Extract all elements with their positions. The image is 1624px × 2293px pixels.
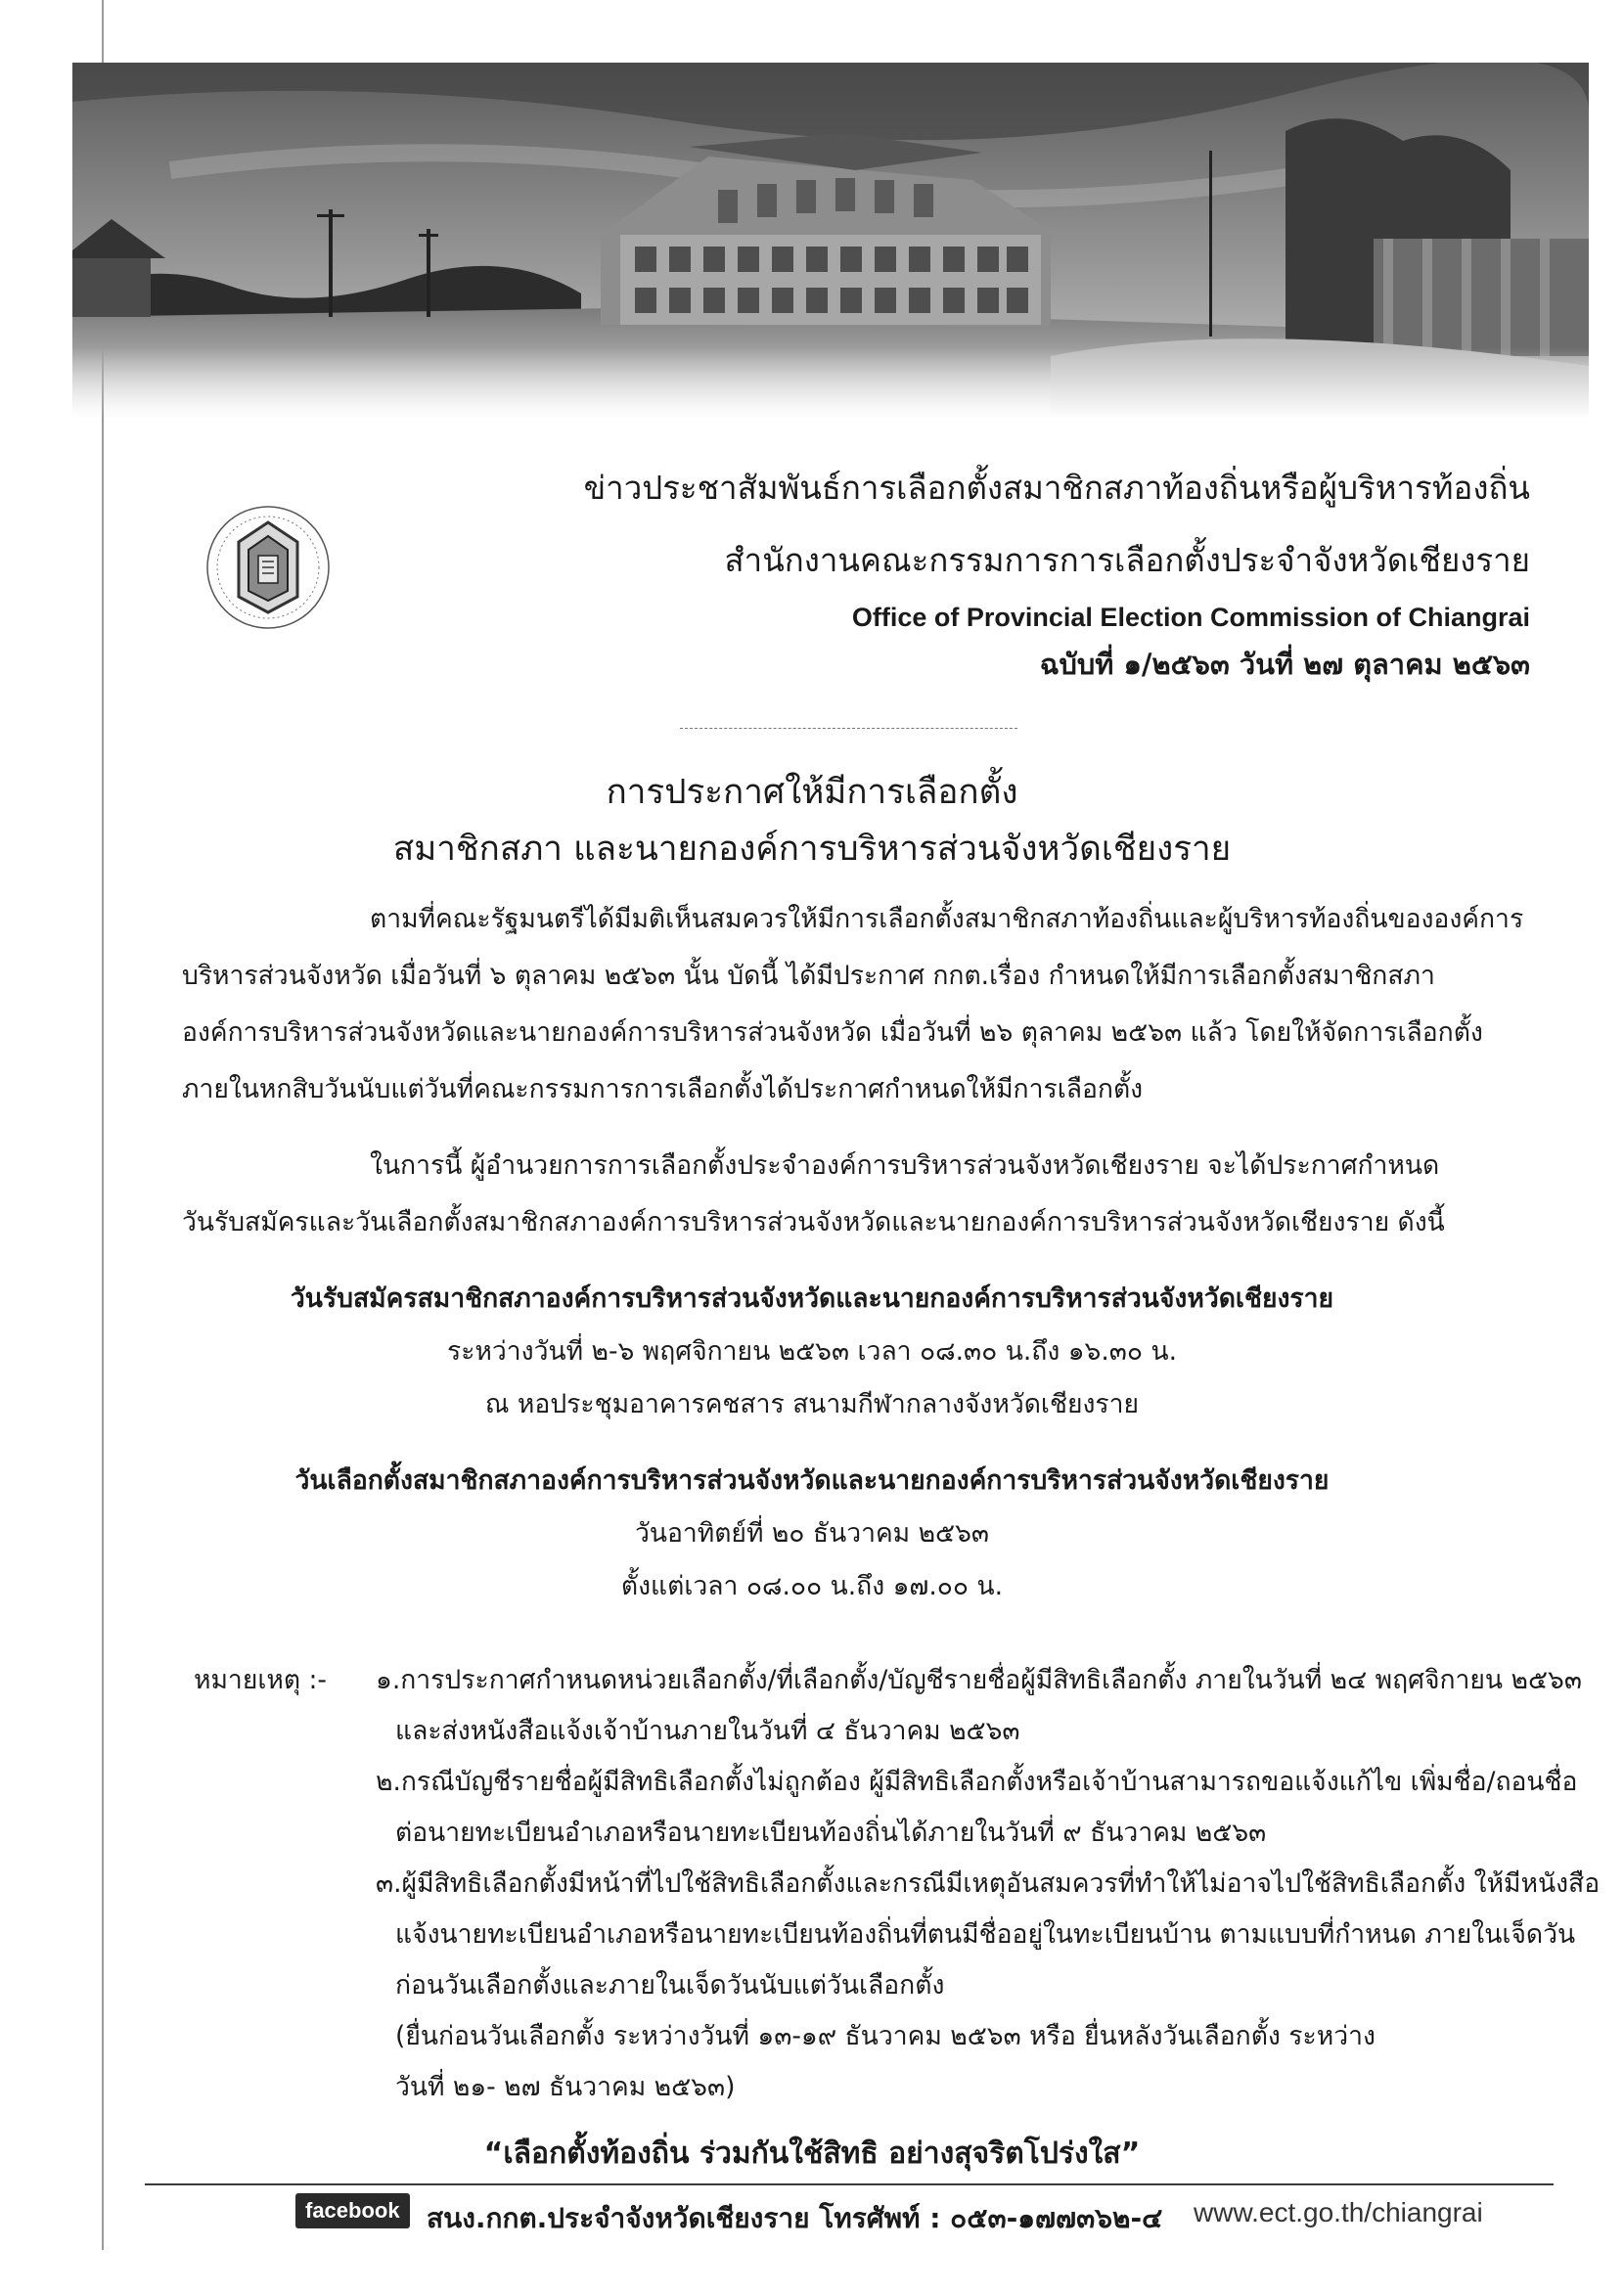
note-line: ๑.การประกาศกำหนดหน่วยเลือกตั้ง/ที่เลือกตั้ง/บัญชีรายชื่อผู้มีสิทธิเลือกตั้ง ภายในวันที่ ๒๔ พฤศจิกายน ๒๕๖๓: [376, 1665, 1582, 1695]
note-line: แจ้งนายทะเบียนอำเภอหรือนายทะเบียนท้องถิ่นที่ตนมีชื่ออยู่ในทะเบียนบ้าน ตามแบบที่กำหนด ภายในเจ็ดวัน: [395, 1919, 1576, 1950]
paragraph1-line: องค์การบริหารส่วนจังหวัดและนายกองค์การบริหารส่วนจังหวัด เมื่อวันที่ ๒๖ ตุลาคม ๒๕๖๓ แล้ว โดยให้จัดการเลือกตั้ง: [182, 1017, 1483, 1048]
note-line: ต่อนายทะเบียนอำเภอหรือนายทะเบียนท้องถิ่นได้ภายในวันที่ ๙ ธันวาคม ๒๕๖๓: [395, 1818, 1267, 1848]
paragraph2-line: วันรับสมัครและวันเลือกตั้งสมาชิกสภาองค์การบริหารส่วนจังหวัดและนายกองค์การบริหารส่วนจังหวัดเชียงราย ดังนี้: [182, 1207, 1445, 1237]
note-line: วันที่ ๒๑- ๒๗ ธันวาคม ๒๕๖๓): [395, 2072, 736, 2102]
header-banner-photo: [72, 63, 1589, 419]
note-line: และส่งหนังสือแจ้งเจ้าบ้านภายในวันที่ ๔ ธันวาคม ๒๕๖๓: [395, 1716, 1020, 1746]
registration-period: ระหว่างวันที่ ๒-๖ พฤศจิกายน ๒๕๖๓ เวลา ๐๘.๓๐ น.ถึง ๑๖.๓๐ น.: [446, 1336, 1178, 1367]
election-date: วันอาทิตย์ที่ ๒๐ ธันวาคม ๒๕๖๓: [634, 1518, 990, 1549]
note-line: (ยื่นก่อนวันเลือกตั้ง ระหว่างวันที่ ๑๓-๑๙ ธันวาคม ๒๕๖๓ หรือ ยื่นหลังวันเลือกตั้ง ระหว่าง: [395, 2021, 1376, 2051]
election-heading: วันเลือกตั้งสมาชิกสภาองค์การบริหารส่วนจังหวัดและนายกองค์การบริหารส่วนจังหวัดเชียงราย: [294, 1465, 1330, 1496]
campaign-slogan: “เลือกตั้งท้องถิ่น ร่วมกันใช้สิทธิ อย่างสุจริตโปร่งใส”: [483, 2136, 1141, 2171]
footer-office-phone: สนง.กกต.ประจำจังหวัดเชียงราย โทรศัพท์ : ๐๕๓-๑๗๗๓๖๒-๔: [427, 2202, 1163, 2234]
dashed-divider: [680, 728, 1017, 729]
announcement-title-line1: การประกาศให้มีการเลือกตั้ง: [606, 773, 1018, 812]
press-release-title: ข่าวประชาสัมพันธ์การเลือกตั้งสมาชิกสภาท้องถิ่นหรือผู้บริหารท้องถิ่น: [583, 469, 1530, 507]
office-name-thai: สำนักงานคณะกรรมการการเลือกตั้งประจำจังหวัดเชียงราย: [724, 541, 1530, 579]
registration-location: ณ หอประชุมอาคารคชสาร สนามกีฬากลางจังหวัดเชียงราย: [484, 1389, 1140, 1419]
paragraph1-line: บริหารส่วนจังหวัด เมื่อวันที่ ๖ ตุลาคม ๒๕๖๓ นั้น บัดนี้ ได้มีประกาศ กกต.เรื่อง กำหนดให้มีการเลือกตั้งสมาชิกสภา: [182, 961, 1435, 991]
announcement-title-line2: สมาชิกสภา และนายกองค์การบริหารส่วนจังหวัดเชียงราย: [392, 830, 1232, 869]
election-commission-seal-logo: [203, 503, 333, 632]
footer-website-link[interactable]: www.ect.go.th/chiangrai: [1194, 2197, 1483, 2227]
notes-label: หมายเหตุ :-: [194, 1665, 327, 1695]
facebook-badge[interactable]: facebook: [295, 2193, 410, 2228]
paragraph1-line: ภายในหกสิบวันนับแต่วันที่คณะกรรมการการเลือกตั้งได้ประกาศกำหนดให้มีการเลือกตั้ง: [182, 1074, 1144, 1104]
election-time: ตั้งแต่เวลา ๐๘.๐๐ น.ถึง ๑๗.๐๐ น.: [620, 1571, 1004, 1601]
paragraph1-line: ตามที่คณะรัฐมนตรีได้มีมติเห็นสมควรให้มีการเลือกตั้งสมาชิกสภาท้องถิ่นและผู้บริหารท้องถิ่นขององค์การ: [370, 904, 1524, 934]
office-name-english: Office of Provincial Election Commission of Chiangrai: [851, 603, 1530, 632]
note-line: ๓.ผู้มีสิทธิเลือกตั้งมีหน้าที่ไปใช้สิทธิเลือกตั้งและกรณีมีเหตุอันสมควรที่ทำให้ไม่อาจไปใช้สิทธิเลือกตั้ง ให้มีหนังสือ: [376, 1868, 1601, 1899]
paragraph2-line: ในการนี้ ผู้อำนวยการการเลือกตั้งประจำองค์การบริหารส่วนจังหวัดเชียงราย จะได้ประกาศกำหนด: [370, 1150, 1440, 1181]
note-line: ๒.กรณีบัญชีรายชื่อผู้มีสิทธิเลือกตั้งไม่ถูกต้อง ผู้มีสิทธิเลือกตั้งหรือเจ้าบ้านสามารถขอแจ้งแก้ไข เพิ่มชื่อ/ถอนชื่อ: [376, 1767, 1578, 1797]
issue-number-date: ฉบับที่ ๑/๒๕๖๓ วันที่ ๒๗ ตุลาคม ๒๕๖๓: [1039, 648, 1530, 681]
note-line: ก่อนวันเลือกตั้งและภายในเจ็ดวันนับแต่วันเลือกตั้ง: [395, 1970, 945, 2001]
footer-divider: [145, 2183, 1554, 2185]
registration-heading: วันรับสมัครสมาชิกสภาองค์การบริหารส่วนจังหวัดและนายกองค์การบริหารส่วนจังหวัดเชียงราย: [290, 1283, 1334, 1314]
